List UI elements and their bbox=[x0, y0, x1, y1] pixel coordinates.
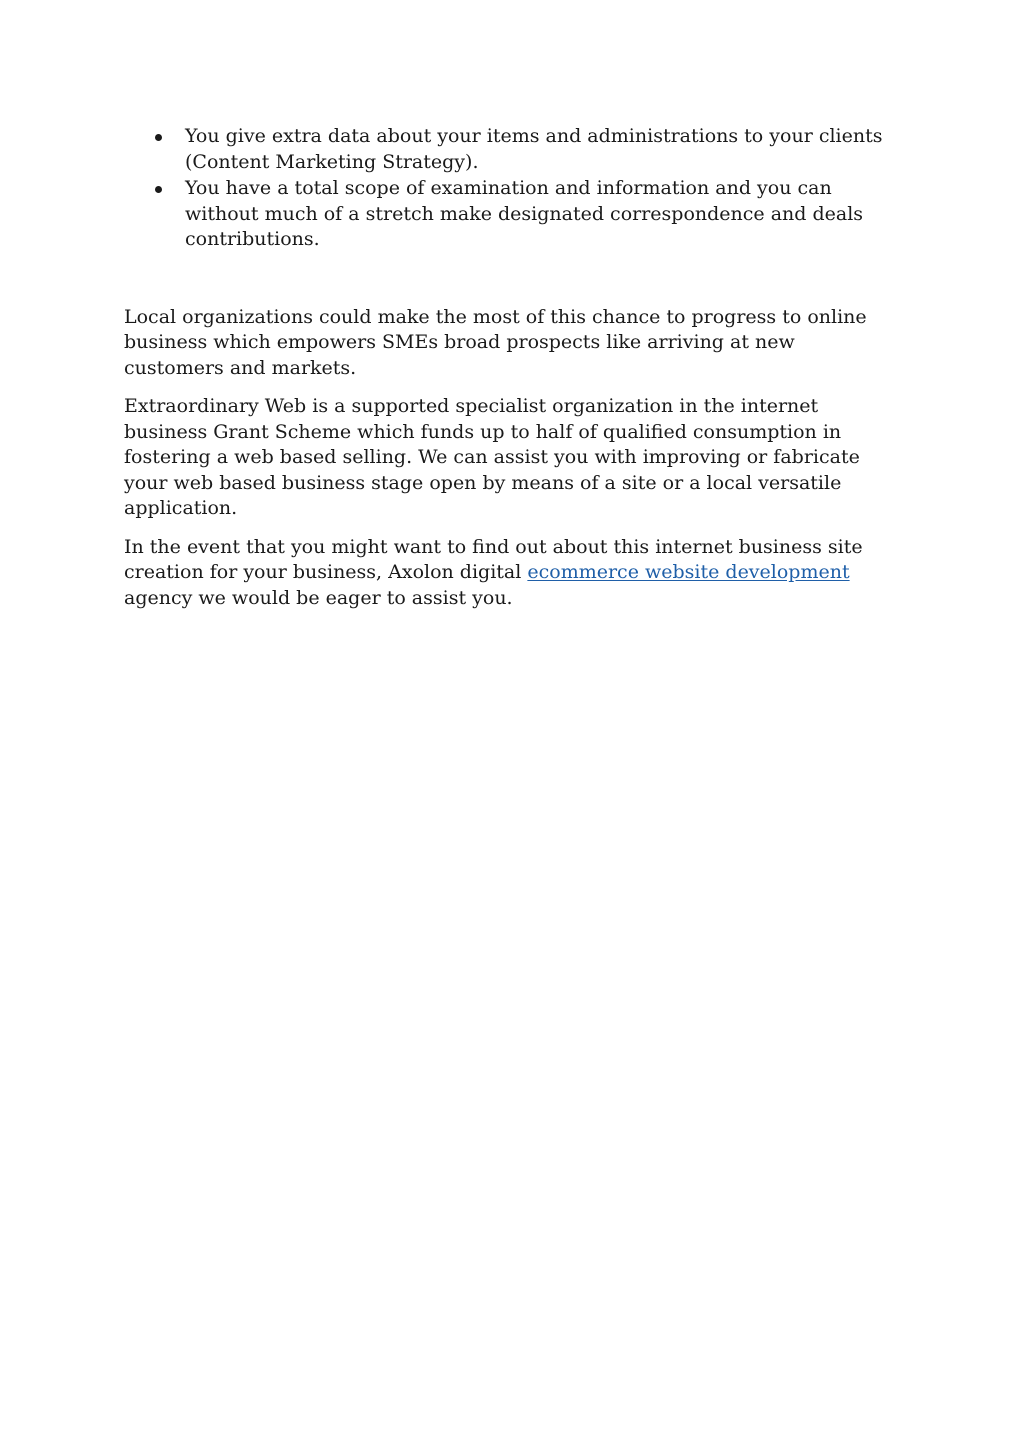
paragraph-extraordinary-web: Extraordinary Web is a supported specialist organization in the internet business Grant Scheme which funds up to half of qualified consumption in fostering a web based selling. We can assist you with improving or fabricate your web based business stage open by means of a site or a local versatile application. bbox=[124, 395, 860, 519]
bullet-dot-icon bbox=[155, 134, 162, 141]
list-item bbox=[124, 176, 899, 253]
list-item bbox=[124, 124, 899, 175]
paragraph-contact bbox=[124, 535, 899, 612]
bullet-dot-icon bbox=[155, 186, 162, 193]
ecommerce-website-development-link[interactable]: ecommerce website development bbox=[527, 561, 850, 583]
bullet-text: You give extra data about your items and administrations to your clients (Content Marketing Strategy). bbox=[185, 125, 883, 173]
paragraph-contact-lead: In the event that you might want to find out about this internet business site creation for your business, Axolon digital bbox=[124, 535, 863, 583]
document-body bbox=[124, 124, 899, 624]
bullet-list bbox=[124, 124, 899, 253]
paragraph-local-organizations: Local organizations could make the most of this chance to progress to online business which empowers SMEs broad prospects like arriving at new customers and markets. bbox=[124, 305, 867, 379]
bullet-text: You have a total scope of examination and information and you can without much of a stretch make designated correspondence and deals contributions. bbox=[185, 177, 864, 250]
paragraph-contact-tail: agency we would be eager to assist you. bbox=[124, 586, 513, 609]
